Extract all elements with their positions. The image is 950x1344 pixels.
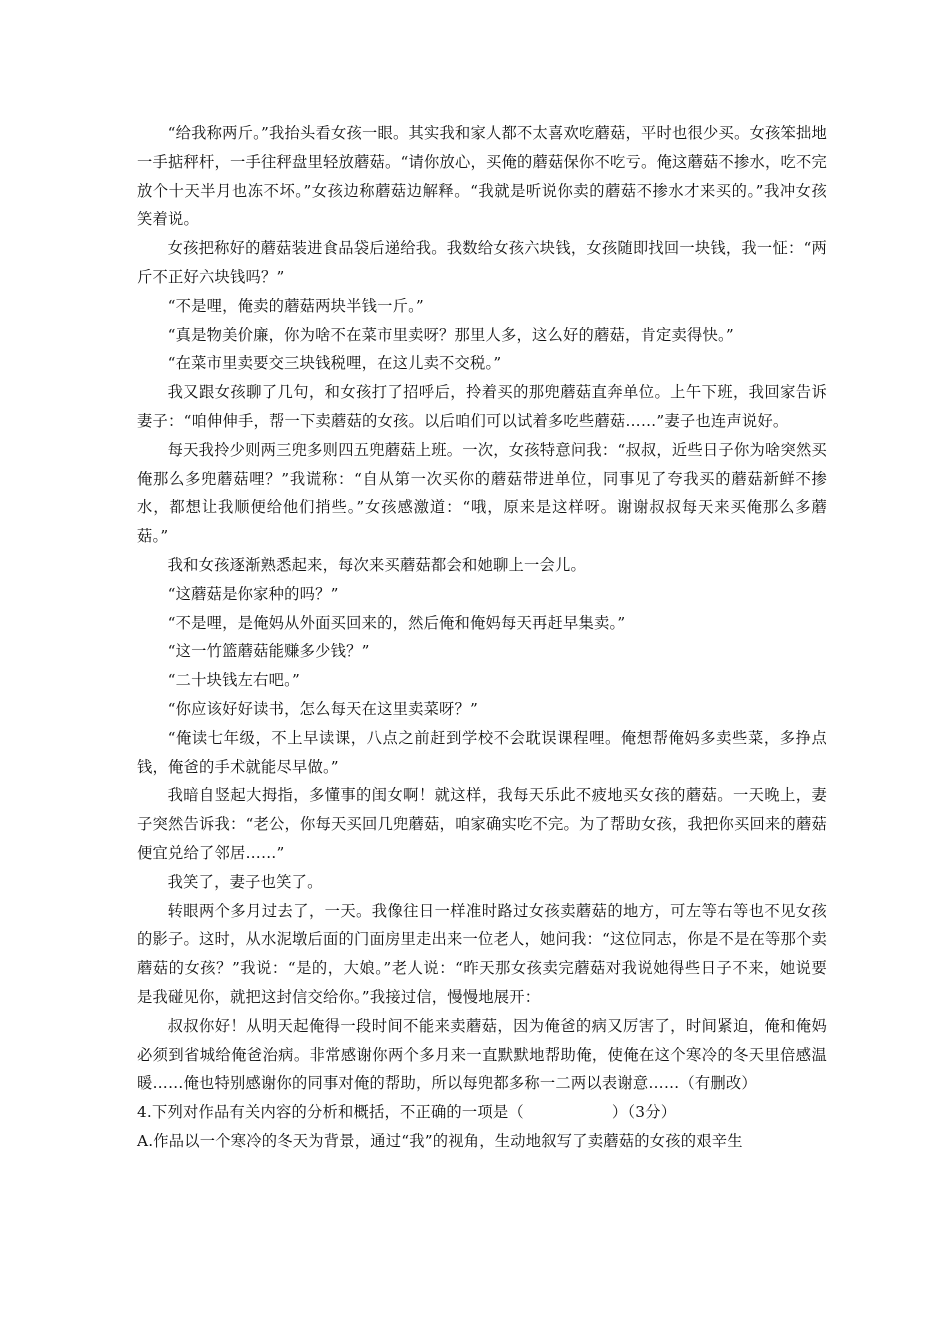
paragraph: 每天我拎少则两三兜多则四五兜蘑菇上班。一次，女孩特意问我：“叔叔，近些日子你为啥突然买俺那么多兜蘑菇哩？”我谎称：“自从第一次买你的蘑菇带进单位，同事见了夸我买的蘑菇新鲜不掺水，都想让我顺便给他们捎些。”女孩感激道：“哦，原来是这样呀。谢谢叔叔每天来买俺那么多蘑菇。” [137,440,827,546]
paragraph: “在菜市里卖要交三块钱税哩，在这儿卖不交税。” [167,354,502,373]
paragraph: “你应该好好读书，怎么每天在这里卖菜呀？” [167,699,479,718]
question-score-text: ）（3分） [611,1103,677,1122]
paragraph: 我笑了，妻子也笑了。 [167,872,323,891]
paragraph: “不是哩，俺卖的蘑菇两块半钱一斤。” [167,296,424,315]
paragraph: 我暗自竖起大拇指，多懂事的闺女啊！就这样，我每天乐此不疲地买女孩的蘑菇。一天晚上，妻子突然告诉我：“老公，你每天买回几兜蘑菇，咱家确实吃不完。为了帮助女孩，我把你买回来的蘑菇便宜兑给了邻居……” [137,786,827,862]
paragraph: “不是哩，是俺妈从外面买回来的，然后俺和俺妈每天再赶早集卖。” [167,613,626,632]
paragraph: 我和女孩逐渐熟悉起来，每次来买蘑菇都会和她聊上一会儿。 [167,555,587,574]
option-a: A.作品以一个寒冷的冬天为背景，通过“我”的视角，生动地叙写了卖蘑菇的女孩的艰辛生 [137,1131,743,1150]
paragraph: “俺读七年级，不上早读课，八点之前赶到学校不会耽误课程哩。俺想帮俺妈多卖些菜，多挣点钱，俺爸的手术就能尽早做。” [137,728,827,776]
paragraph: 我又跟女孩聊了几句，和女孩打了招呼后，拎着买的那兜蘑菇直奔单位。上午下班，我回家告诉妻子：“咱伸伸手，帮一下卖蘑菇的女孩。以后咱们可以试着多吃些蘑菇……”妻子也连声说好。 [137,383,827,430]
paragraph: 女孩把称好的蘑菇装进食品袋后递给我。我数给女孩六块钱，女孩随即找回一块钱，我一怔：“两斤不正好六块钱吗？” [137,239,827,286]
paragraph: 转眼两个多月过去了，一天。我像往日一样准时路过女孩卖蘑菇的地方，可左等右等也不见女孩的影子。这时，从水泥墩后面的门面房里走出来一位老人，她问我：“这位同志，你是不是在等那个卖蘑菇的女孩？”我说：“是的，大娘。”老人说：“昨天那女孩卖完蘑菇对我说她得些日子不来，她说要是我碰见你，就把这封信交给你。”我接过信，慢慢地展开： [137,901,827,1006]
paragraph: “这蘑菇是你家种的吗？” [167,584,339,603]
paragraph: “真是物美价廉，你为啥不在菜市里卖呀？那里人多，这么好的蘑菇，肯定卖得快。” [167,325,734,344]
paragraph: “这一竹篮蘑菇能赚多少钱？” [167,642,370,661]
letter-paragraph: 叔叔你好！从明天起俺得一段时间不能来卖蘑菇，因为俺爸的病又厉害了，时间紧迫，俺和俺妈必须到省城给俺爸治病。非常感谢你两个多月来一直默默地帮助俺，使俺在这个寒冷的冬天里倍感温暖……俺也特别感谢你的同事对俺的帮助，所以每兜都多称一二两以表谢意……（有删改） [137,1016,827,1093]
question-stem-text: 4.下列对作品有关内容的分析和概括，不正确的一项是（ [137,1103,524,1122]
article-body [137,119,827,1156]
question-stem [137,1098,827,1127]
paragraph: “给我称两斤。”我抬头看女孩一眼。其实我和家人都不太喜欢吃蘑菇，平时也很少买。女孩笨拙地一手掂秤杆，一手往秤盘里轻放蘑菇。“请你放心，买俺的蘑菇保你不吃亏。俺这蘑菇不掺水，吃不完放个十天半月也冻不坏。”女孩边称蘑菇边解释。“我就是听说你卖的蘑菇不掺水才来买的。”我冲女孩笑着说。 [137,124,827,229]
paragraph: “二十块钱左右吧。” [167,671,300,690]
